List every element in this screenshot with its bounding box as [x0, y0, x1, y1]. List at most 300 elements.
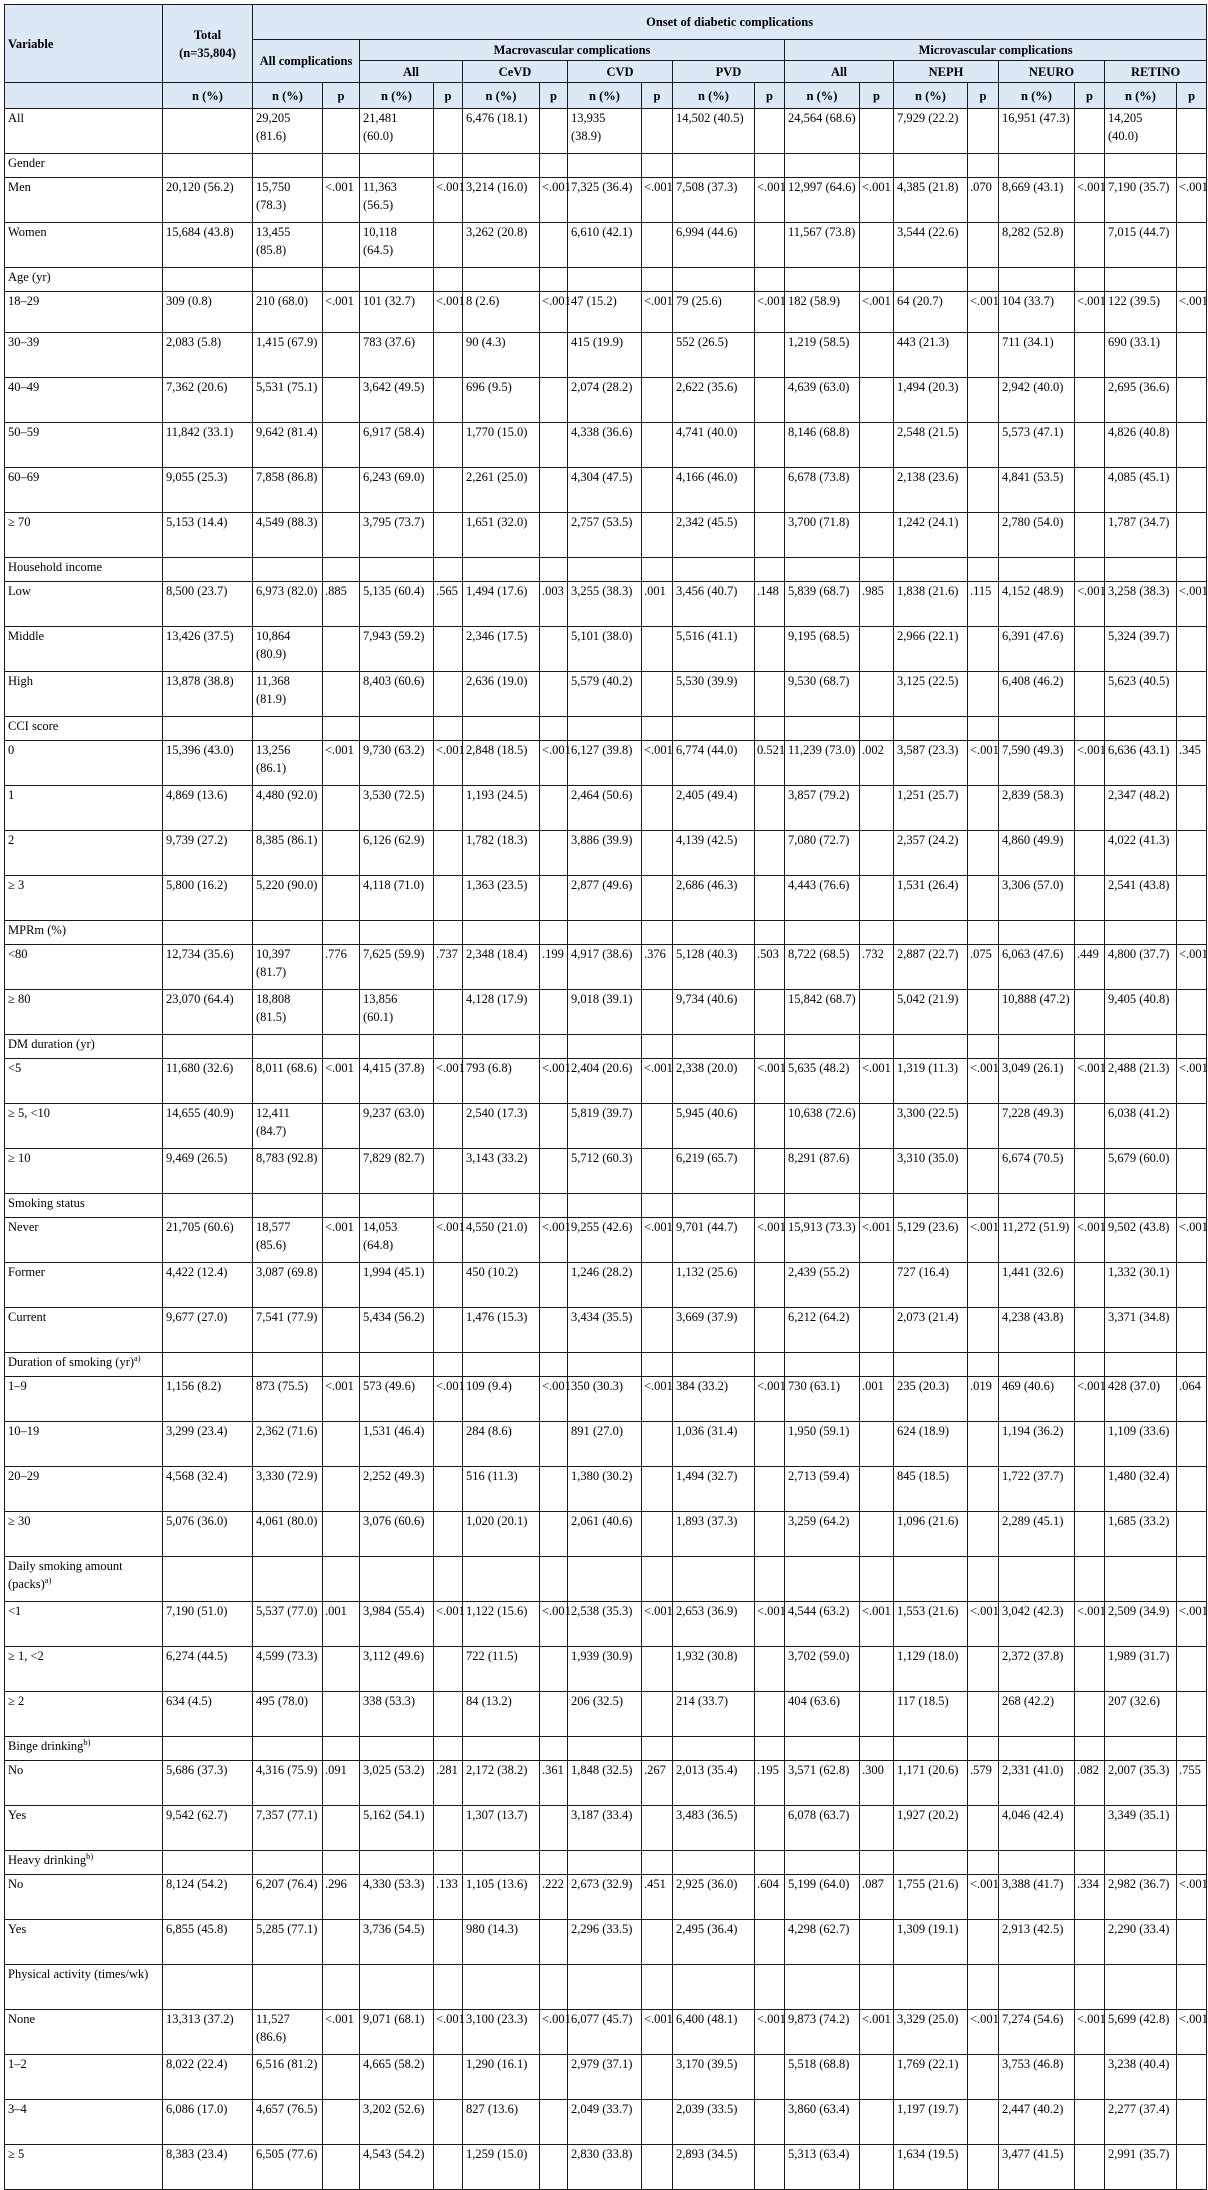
p-value-cell [642, 1692, 673, 1737]
p-value-cell: <.001 [860, 1602, 894, 1647]
empty-cell [163, 1035, 253, 1059]
p-value-cell [860, 672, 894, 717]
p-value-cell: <.001 [860, 1059, 894, 1104]
count-cell: 1,441 (32.6) [999, 1263, 1075, 1308]
empty-cell [253, 1737, 323, 1761]
count-cell: 3,530 (72.5) [360, 786, 434, 831]
count-cell: 6,774 (44.0) [673, 741, 755, 786]
p-value-cell [323, 1806, 360, 1851]
p-value-cell [1177, 423, 1207, 468]
count-cell: 9,873 (74.2) [785, 2010, 860, 2055]
count-cell: 3,795 (73.7) [360, 513, 434, 558]
p-value-cell: <.001 [540, 292, 568, 333]
count-cell: 2,548 (21.5) [894, 423, 968, 468]
count-cell: 4,298 (62.7) [785, 1920, 860, 1965]
row-label [5, 2055, 163, 2100]
p-value-cell [860, 109, 894, 154]
count-cell: 2,405 (49.4) [673, 786, 755, 831]
p-value-cell [642, 1512, 673, 1557]
count-cell: 4,639 (63.0) [785, 378, 860, 423]
count-cell: 1,363 (23.5) [463, 876, 540, 921]
total-cell: 12,734 (35.6) [163, 945, 253, 990]
p-value-cell [434, 1920, 463, 1965]
count-cell: 2,982 (36.7) [1105, 1875, 1177, 1920]
row-label [5, 2100, 163, 2145]
table-row [5, 1218, 1207, 1263]
p-value-cell: .503 [755, 945, 785, 990]
table-row [5, 1692, 1207, 1737]
p-value-cell [642, 109, 673, 154]
p-value-cell [968, 1647, 999, 1692]
label-text: Daily smoking amount (packs) [8, 1559, 123, 1591]
empty-cell [360, 1851, 434, 1875]
empty-cell [642, 1737, 673, 1761]
total-cell: 9,542 (62.7) [163, 1806, 253, 1851]
count-cell: 15,913 (73.3) [785, 1218, 860, 1263]
count-cell: 4,139 (42.5) [673, 831, 755, 876]
p-value-cell [323, 831, 360, 876]
p-value-cell [642, 1422, 673, 1467]
label-text: ≥ 70 [8, 515, 31, 529]
p-value-cell [968, 1263, 999, 1308]
p-value-cell [1075, 1647, 1105, 1692]
p-value-cell: <.001 [434, 178, 463, 223]
count-cell: 13,935 (38.9) [568, 109, 642, 154]
empty-cell [968, 1194, 999, 1218]
empty-cell [673, 558, 755, 582]
count-cell: 1,755 (21.6) [894, 1875, 968, 1920]
p-value-cell [323, 1920, 360, 1965]
total-cell: 3,299 (23.4) [163, 1422, 253, 1467]
p-value-cell [755, 423, 785, 468]
p-value-cell [860, 1308, 894, 1353]
total-cell: 8,124 (54.2) [163, 1875, 253, 1920]
total-cell: 5,153 (14.4) [163, 513, 253, 558]
p-value-cell: <.001 [540, 178, 568, 223]
empty-cell [673, 921, 755, 945]
count-cell: 2,073 (21.4) [894, 1308, 968, 1353]
empty-cell [1105, 558, 1177, 582]
count-cell: 730 (63.1) [785, 1377, 860, 1422]
label-text: Yes [8, 1922, 27, 1936]
label-text: Former [8, 1265, 45, 1279]
count-cell: 2,347 (48.2) [1105, 786, 1177, 831]
label-text: ≥ 5, <10 [8, 1106, 51, 1120]
count-cell: 7,858 (86.8) [253, 468, 323, 513]
count-cell: 6,678 (73.8) [785, 468, 860, 513]
count-cell: 1,307 (13.7) [463, 1806, 540, 1851]
count-cell: 1,242 (24.1) [894, 513, 968, 558]
total-cell: 14,655 (40.9) [163, 1104, 253, 1149]
row-label [5, 1875, 163, 1920]
p-value-cell [540, 223, 568, 268]
count-cell: 4,443 (76.6) [785, 876, 860, 921]
p-value-cell [323, 1422, 360, 1467]
empty-cell [1177, 1851, 1207, 1875]
empty-cell [755, 1194, 785, 1218]
count-cell: 1,651 (32.0) [463, 513, 540, 558]
row-label [5, 1104, 163, 1149]
table-container [4, 4, 1208, 2180]
total-cell: 4,568 (32.4) [163, 1467, 253, 1512]
label-text: Age (yr) [8, 270, 51, 284]
p-value-cell [968, 333, 999, 378]
empty-cell [1075, 154, 1105, 178]
p-value-cell [1177, 831, 1207, 876]
p-value-cell [755, 1104, 785, 1149]
count-cell: 2,913 (42.5) [999, 1920, 1075, 1965]
p-value-cell [1177, 333, 1207, 378]
empty-cell [1177, 558, 1207, 582]
p-value-cell: <.001 [968, 1875, 999, 1920]
count-cell: 2,780 (54.0) [999, 513, 1075, 558]
count-cell: 2,509 (34.9) [1105, 1602, 1177, 1647]
table-row [5, 627, 1207, 672]
p-value-cell: <.001 [1177, 1602, 1207, 1647]
count-cell: 5,839 (68.7) [785, 582, 860, 627]
p-value-cell [860, 1512, 894, 1557]
count-cell: 2,346 (17.5) [463, 627, 540, 672]
count-cell: 5,101 (38.0) [568, 627, 642, 672]
empty-cell [999, 921, 1075, 945]
empty-cell [540, 1194, 568, 1218]
empty-cell [968, 1353, 999, 1377]
count-cell: 206 (32.5) [568, 1692, 642, 1737]
p-value-cell [860, 1692, 894, 1737]
empty-cell [540, 268, 568, 292]
total-cell: 13,426 (37.5) [163, 627, 253, 672]
count-cell: 4,841 (53.5) [999, 468, 1075, 513]
p-value-cell: .267 [642, 1761, 673, 1806]
subheader-npct: n (%) [999, 83, 1075, 109]
row-label [5, 1422, 163, 1467]
count-cell: 1,994 (45.1) [360, 1263, 434, 1308]
count-cell: 7,625 (59.9) [360, 945, 434, 990]
count-cell: 2,966 (22.1) [894, 627, 968, 672]
row-label [5, 672, 163, 717]
empty-cell [968, 1737, 999, 1761]
subheader-npct: n (%) [673, 83, 755, 109]
empty-cell [434, 717, 463, 741]
p-value-cell [1177, 2145, 1207, 2190]
p-value-cell [642, 876, 673, 921]
empty-cell [894, 1035, 968, 1059]
label-text: 50–59 [8, 425, 40, 439]
empty-cell [463, 558, 540, 582]
p-value-cell [860, 1422, 894, 1467]
count-cell: 6,636 (43.1) [1105, 741, 1177, 786]
count-cell: 516 (11.3) [463, 1467, 540, 1512]
p-value-cell [968, 423, 999, 468]
p-value-cell [1075, 1692, 1105, 1737]
count-cell: 1,122 (15.6) [463, 1602, 540, 1647]
row-label [5, 513, 163, 558]
table-row [5, 1806, 1207, 1851]
count-cell: 4,330 (53.3) [360, 1875, 434, 1920]
count-cell: 783 (37.6) [360, 333, 434, 378]
empty-cell [163, 717, 253, 741]
p-value-cell: <.001 [755, 2010, 785, 2055]
count-cell: 8,282 (52.8) [999, 223, 1075, 268]
p-value-cell: <.001 [1075, 1602, 1105, 1647]
empty-cell [163, 154, 253, 178]
count-cell: 14,205 (40.0) [1105, 109, 1177, 154]
empty-cell [360, 1737, 434, 1761]
count-cell: 2,357 (24.2) [894, 831, 968, 876]
label-text: MPRm (%) [8, 923, 66, 937]
empty-cell [999, 1965, 1075, 2010]
p-value-cell: <.001 [323, 1218, 360, 1263]
empty-cell [785, 1194, 860, 1218]
empty-cell [463, 1851, 540, 1875]
count-cell: 7,080 (72.7) [785, 831, 860, 876]
total-cell: 1,156 (8.2) [163, 1377, 253, 1422]
p-value-cell [323, 109, 360, 154]
count-cell: 404 (63.6) [785, 1692, 860, 1737]
count-cell: 3,187 (33.4) [568, 1806, 642, 1851]
empty-cell [463, 1737, 540, 1761]
count-cell: 2,495 (36.4) [673, 1920, 755, 1965]
p-value-cell [434, 378, 463, 423]
count-cell: 3,642 (49.5) [360, 378, 434, 423]
empty-cell [253, 1965, 323, 2010]
count-cell: 10,888 (47.2) [999, 990, 1075, 1035]
footnote-marker: a) [44, 1574, 52, 1585]
p-value-cell [323, 1512, 360, 1557]
row-label [5, 2145, 163, 2190]
empty-cell [434, 1737, 463, 1761]
count-cell: 1,219 (58.5) [785, 333, 860, 378]
label-text: No [8, 1877, 24, 1891]
label-text: 30–39 [8, 335, 40, 349]
label-text: Men [8, 180, 31, 194]
p-value-cell: .001 [860, 1377, 894, 1422]
count-cell: 12,411 (84.7) [253, 1104, 323, 1149]
count-cell: 3,202 (52.6) [360, 2100, 434, 2145]
count-cell: 6,505 (77.6) [253, 2145, 323, 2190]
p-value-cell [540, 2100, 568, 2145]
p-value-cell [1075, 513, 1105, 558]
section-label [5, 1851, 163, 1875]
count-cell: 7,590 (49.3) [999, 741, 1075, 786]
p-value-cell: 0.521 [755, 741, 785, 786]
p-value-cell: .985 [860, 582, 894, 627]
count-cell: 2,673 (32.9) [568, 1875, 642, 1920]
count-cell: 5,128 (40.3) [673, 945, 755, 990]
label-text: 20–29 [8, 1469, 40, 1483]
p-value-cell: <.001 [1177, 945, 1207, 990]
count-cell: 5,434 (56.2) [360, 1308, 434, 1353]
p-value-cell [323, 513, 360, 558]
count-cell: 2,942 (40.0) [999, 378, 1075, 423]
count-cell: 7,228 (49.3) [999, 1104, 1075, 1149]
total-cell: 11,680 (32.6) [163, 1059, 253, 1104]
count-cell: 109 (9.4) [463, 1377, 540, 1422]
count-cell: 2,252 (49.3) [360, 1467, 434, 1512]
empty-cell [785, 1353, 860, 1377]
p-value-cell [1177, 2100, 1207, 2145]
empty-cell [1075, 1965, 1105, 2010]
section-row [5, 717, 1207, 741]
p-value-cell: <.001 [323, 2010, 360, 2055]
count-cell: 1,036 (31.4) [673, 1422, 755, 1467]
subheader-npct: n (%) [1105, 83, 1177, 109]
cevd-header: CeVD [463, 61, 568, 83]
total-cell: 9,739 (27.2) [163, 831, 253, 876]
table-row [5, 1875, 1207, 1920]
p-value-cell [1177, 876, 1207, 921]
label-text: ≥ 30 [8, 1514, 31, 1528]
count-cell: 5,537 (77.0) [253, 1602, 323, 1647]
empty-cell [360, 558, 434, 582]
p-value-cell [1075, 990, 1105, 1035]
count-cell: 3,258 (38.3) [1105, 582, 1177, 627]
empty-cell [1075, 558, 1105, 582]
count-cell: 2,342 (45.5) [673, 513, 755, 558]
empty-cell [568, 921, 642, 945]
p-value-cell [860, 1149, 894, 1194]
label-text: Yes [8, 1808, 27, 1822]
count-cell: 2,713 (59.4) [785, 1467, 860, 1512]
subheader-p: p [1075, 83, 1105, 109]
row-label [5, 2010, 163, 2055]
count-cell: 29,205 (81.6) [253, 109, 323, 154]
p-value-cell [1177, 1149, 1207, 1194]
count-cell: 1,770 (15.0) [463, 423, 540, 468]
count-cell: 1,129 (18.0) [894, 1647, 968, 1692]
count-cell: 338 (53.3) [360, 1692, 434, 1737]
p-value-cell [642, 513, 673, 558]
p-value-cell [1075, 1104, 1105, 1149]
count-cell: 6,063 (47.6) [999, 945, 1075, 990]
all-complications-header: All complications [253, 40, 360, 83]
p-value-cell [434, 1692, 463, 1737]
p-value-cell [968, 1467, 999, 1512]
empty-cell [463, 268, 540, 292]
subheader-p: p [540, 83, 568, 109]
p-value-cell: <.001 [642, 741, 673, 786]
p-value-cell [540, 1692, 568, 1737]
empty-cell [673, 1353, 755, 1377]
count-cell: 1,020 (20.1) [463, 1512, 540, 1557]
p-value-cell [323, 1308, 360, 1353]
total-cell: 15,396 (43.0) [163, 741, 253, 786]
count-cell: 14,502 (40.5) [673, 109, 755, 154]
p-value-cell [968, 2145, 999, 2190]
empty-cell [968, 1035, 999, 1059]
total-cell: 13,878 (38.8) [163, 672, 253, 717]
p-value-cell [860, 1104, 894, 1149]
empty-cell [1075, 1737, 1105, 1761]
p-value-cell [1177, 672, 1207, 717]
count-cell: 4,304 (47.5) [568, 468, 642, 513]
label-text: Duration of smoking (yr) [8, 1355, 135, 1369]
p-value-cell [323, 2145, 360, 2190]
count-cell: 18,577 (85.6) [253, 1218, 323, 1263]
empty-cell [785, 558, 860, 582]
p-value-cell [1075, 223, 1105, 268]
count-cell: 3,025 (53.2) [360, 1761, 434, 1806]
subheader-p: p [434, 83, 463, 109]
count-cell: 2,049 (33.7) [568, 2100, 642, 2145]
p-value-cell [540, 786, 568, 831]
empty-cell [360, 921, 434, 945]
label-text: Never [8, 1220, 39, 1234]
total-cell: 13,313 (37.2) [163, 2010, 253, 2055]
p-value-cell: <.001 [323, 292, 360, 333]
p-value-cell [323, 2100, 360, 2145]
label-text: ≥ 1, <2 [8, 1649, 44, 1663]
empty-cell [673, 1035, 755, 1059]
p-value-cell [323, 1263, 360, 1308]
p-value-cell: .087 [860, 1875, 894, 1920]
p-value-cell [1177, 1920, 1207, 1965]
microvascular-header: Microvascular complications [785, 40, 1207, 61]
total-cell: 2,083 (5.8) [163, 333, 253, 378]
table-row [5, 1920, 1207, 1965]
count-cell: 3,371 (34.8) [1105, 1308, 1177, 1353]
count-cell: 4,085 (45.1) [1105, 468, 1177, 513]
count-cell: 7,508 (37.3) [673, 178, 755, 223]
p-value-cell [1075, 672, 1105, 717]
count-cell: 10,638 (72.6) [785, 1104, 860, 1149]
empty-cell [642, 1035, 673, 1059]
table-row [5, 378, 1207, 423]
count-cell: 7,541 (77.9) [253, 1308, 323, 1353]
count-cell: 2,877 (49.6) [568, 876, 642, 921]
empty-cell [894, 1737, 968, 1761]
label-text: DM duration (yr) [8, 1037, 95, 1051]
count-cell: 2,039 (33.5) [673, 2100, 755, 2145]
count-cell: 15,750 (78.3) [253, 178, 323, 223]
count-cell: 3,087 (69.8) [253, 1263, 323, 1308]
empty-cell [894, 1557, 968, 1602]
count-cell: 3,434 (35.5) [568, 1308, 642, 1353]
label-text: <80 [8, 947, 28, 961]
empty-cell [568, 154, 642, 178]
count-cell: 5,712 (60.3) [568, 1149, 642, 1194]
count-cell: 5,635 (48.2) [785, 1059, 860, 1104]
table-row [5, 945, 1207, 990]
empty-cell [163, 1353, 253, 1377]
empty-cell [1177, 1035, 1207, 1059]
count-cell: 2,261 (25.0) [463, 468, 540, 513]
empty-cell [1075, 1851, 1105, 1875]
label-text: High [8, 674, 33, 688]
p-value-cell: <.001 [323, 178, 360, 223]
empty-cell [1177, 268, 1207, 292]
count-cell: 2,138 (23.6) [894, 468, 968, 513]
p-value-cell [642, 1920, 673, 1965]
count-cell: 793 (6.8) [463, 1059, 540, 1104]
empty-cell [434, 154, 463, 178]
label-text: 0 [8, 743, 15, 757]
empty-cell [463, 1194, 540, 1218]
empty-cell [860, 1737, 894, 1761]
p-value-cell [642, 1263, 673, 1308]
p-value-cell [642, 672, 673, 717]
p-value-cell [434, 468, 463, 513]
empty-cell [163, 268, 253, 292]
empty-cell [999, 1353, 1075, 1377]
count-cell: 1,722 (37.7) [999, 1467, 1075, 1512]
count-cell: 690 (33.1) [1105, 333, 1177, 378]
count-cell: 2,074 (28.2) [568, 378, 642, 423]
micro-all-header: All [785, 61, 894, 83]
p-value-cell: <.001 [968, 1218, 999, 1263]
p-value-cell: .222 [540, 1875, 568, 1920]
p-value-cell [755, 2100, 785, 2145]
